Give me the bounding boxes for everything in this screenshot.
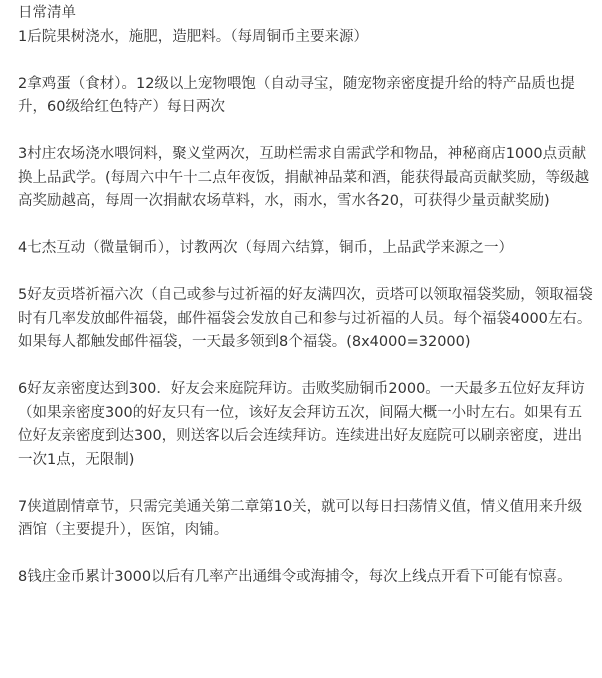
document-title: 日常清单 bbox=[18, 5, 76, 21]
list-item-1: 1后院果树浇水，施肥，造肥料。（每周铜币主要来源） bbox=[18, 28, 368, 45]
list-item-5: 5好友贡塔祈福六次（自己或参与过祈福的好友满四次，贡塔可以领取福袋奖励，领取福袋时有几率发放邮件福袋，邮件福袋会发放自己和参与过祈福的人员。每个福袋4000左右。如果每人都触发邮件福袋，一天最多领到8个福袋。(8x4000=32000) bbox=[18, 287, 593, 350]
list-item-6: 6好友亲密度达到300．好友会来庭院拜访。击败奖励铜币2000。一天最多五位好友拜访（如果亲密度300的好友只有一位，该好友会拜访五次，间隔大概一小时左右。如果有五位好友亲密度到达300，则送客以后会连续拜访。连续进出好友庭院可以刷亲密度，进出一次1点，无限制) bbox=[18, 381, 585, 468]
list-item-3: 3村庄农场浇水喂饲料，聚义堂两次，互助栏需求自需武学和物品，神秘商店1000点贡献换上品武学。(每周六中午十二点年夜饭，捐献神品菜和酒，能获得最高贡献奖励，等级越高奖励越高，每周一次捐献农场草料，水，雨水，雪水各20，可获得少量贡献奖励) bbox=[18, 146, 590, 209]
list-item-8: 8钱庄金币累计3000以后有几率产出通缉令或海捕令，每次上线点开看下可能有惊喜。 bbox=[18, 569, 572, 585]
list-item-2: 2拿鸡蛋（食材）。12级以上宠物喂饱（自动寻宝，随宠物亲密度提升给的特产品质也提升，60级给红色特产）每日两次 bbox=[18, 75, 575, 115]
list-item-4: 4七杰互动（微量铜币），讨教两次（每周六结算，铜币，上品武学来源之一） bbox=[18, 240, 513, 256]
list-item-7: 7侠道剧情章节，只需完美通关第二章第10关，就可以每日扫荡情义值，情义值用来升级酒馆（主要提升），医馆，肉铺。 bbox=[18, 498, 583, 538]
